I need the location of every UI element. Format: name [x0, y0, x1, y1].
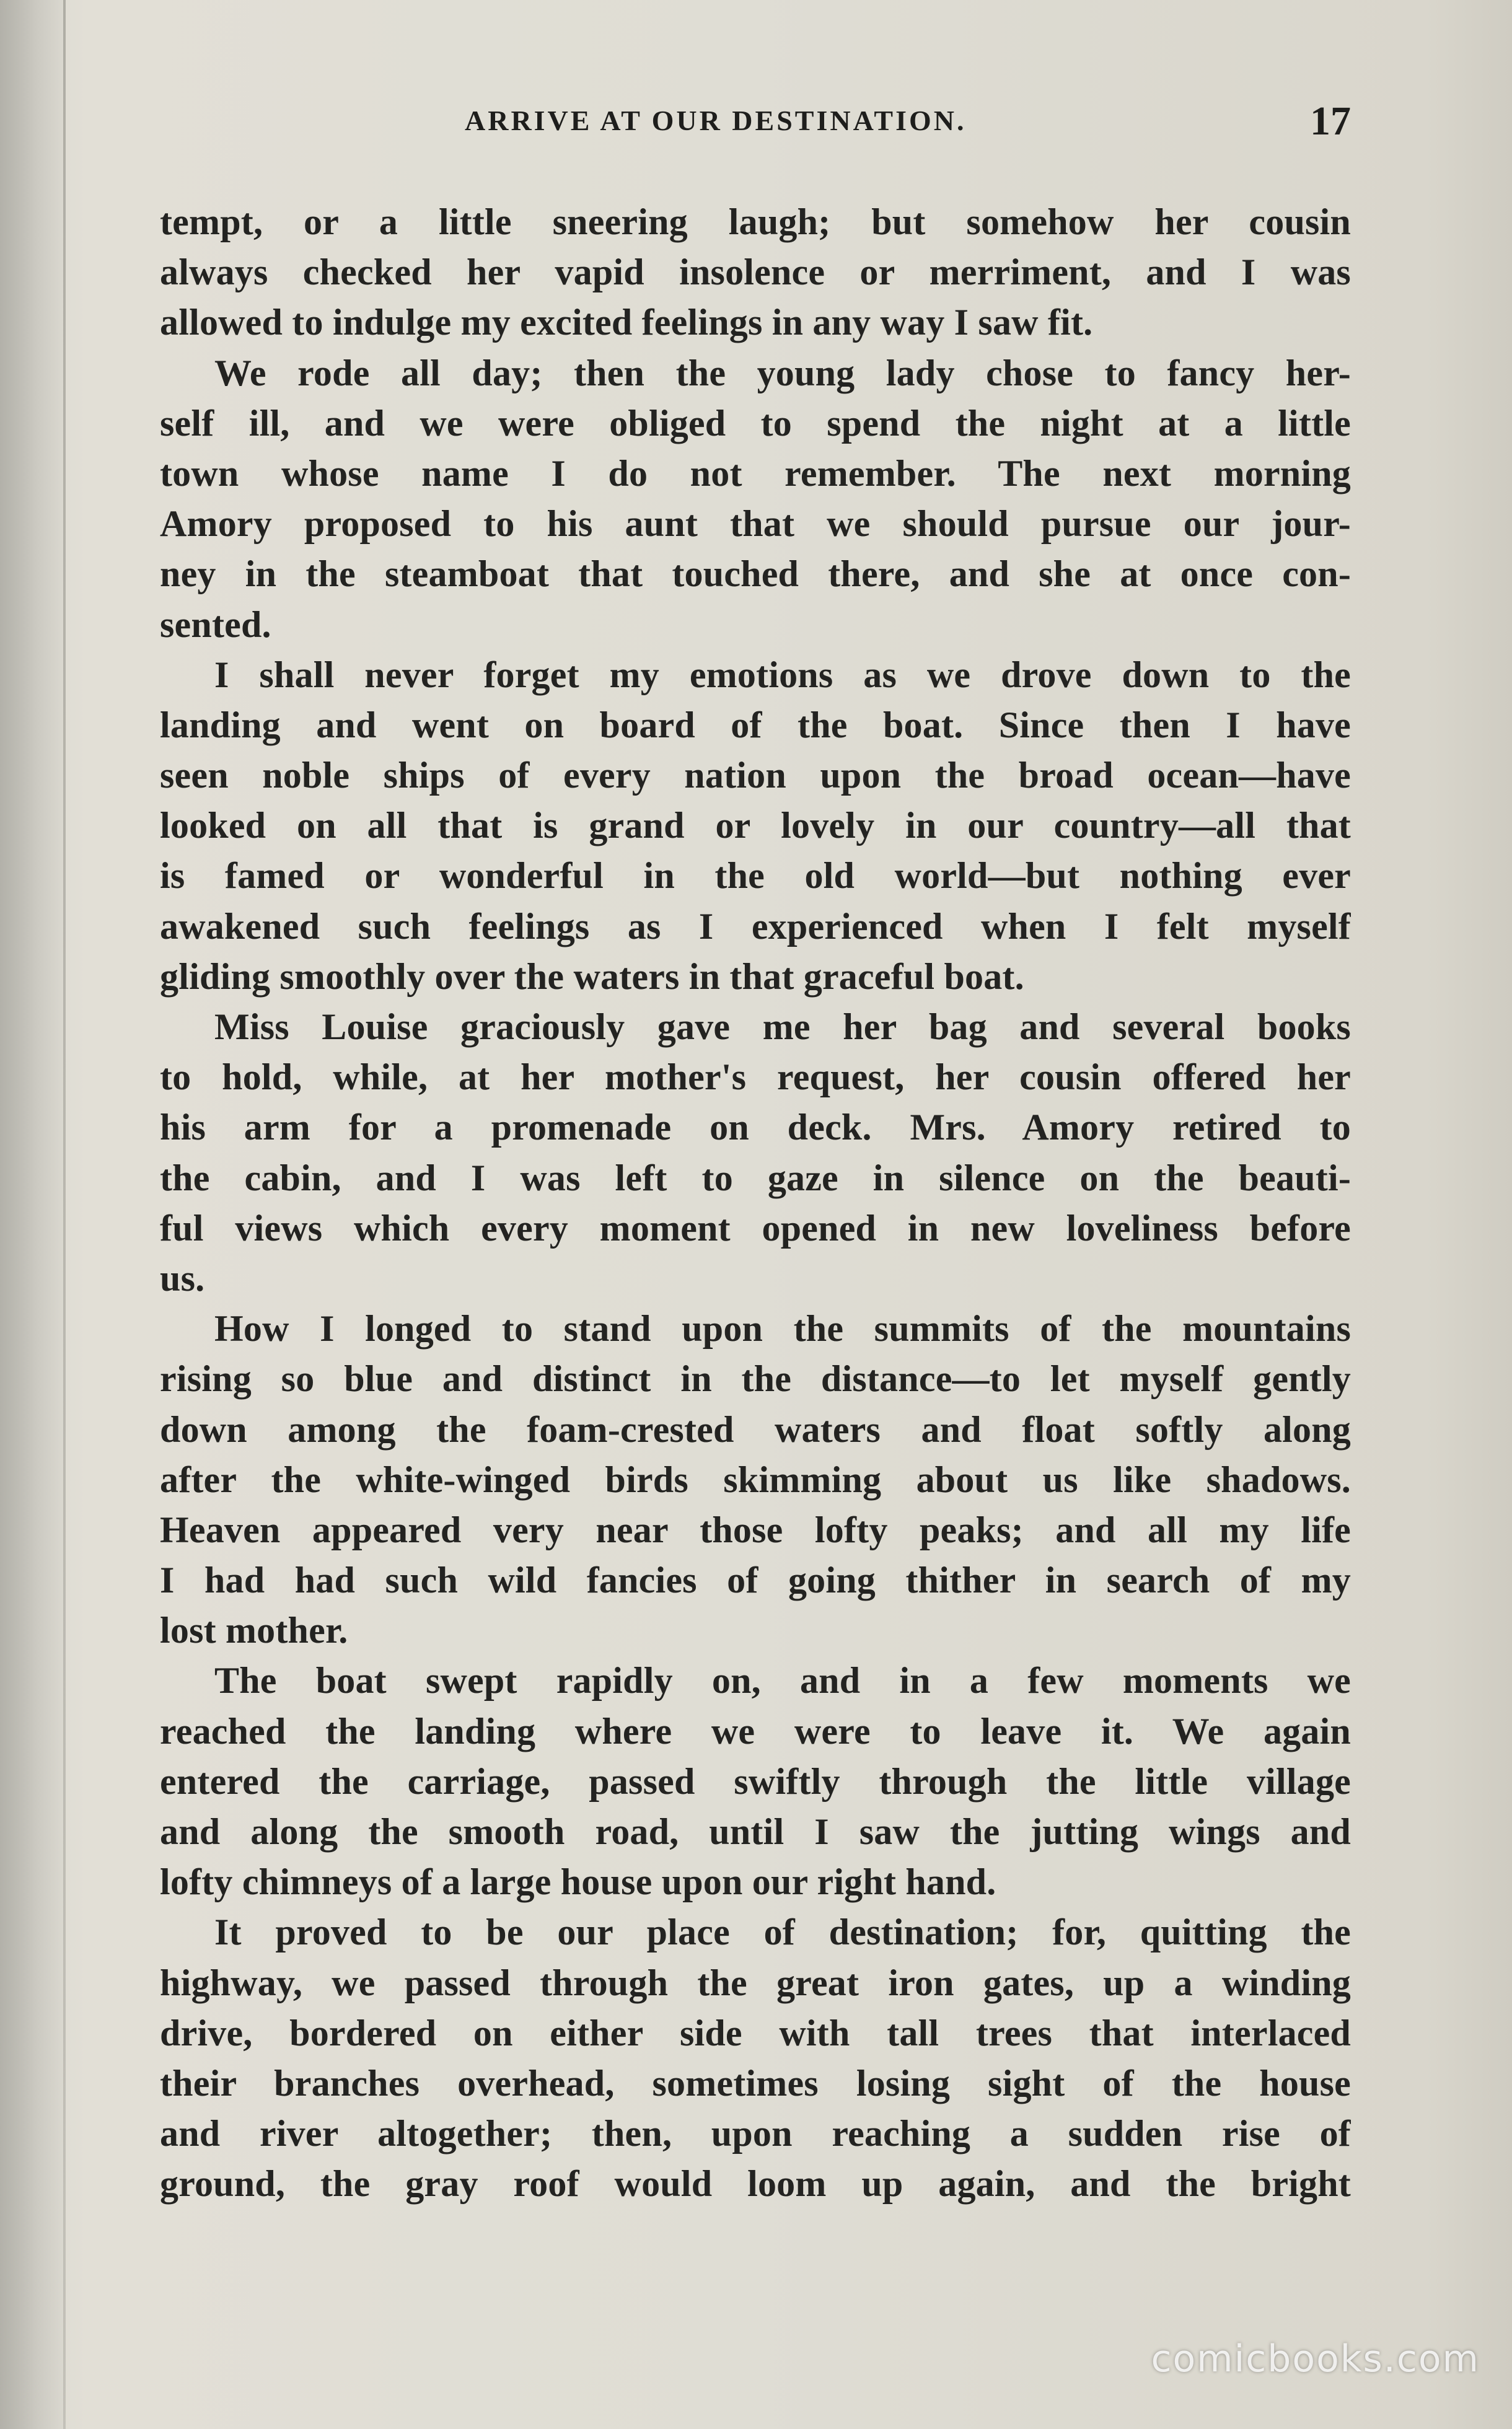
page-header	[155, 99, 1351, 154]
page-gutter-shadow	[0, 0, 64, 2429]
text-line: and along the smooth road, until I saw the jutting wings and	[160, 1811, 1351, 1852]
text-line: Heaven appeared very near those lofty peaks; and all my life	[160, 1509, 1351, 1550]
text-line: ney in the steamboat that touched there, and she at once con-	[160, 553, 1351, 595]
text-line: entered the carriage, passed swiftly through the little village	[160, 1760, 1351, 1802]
text-line: self ill, and we were obliged to spend the night at a little	[160, 402, 1351, 444]
text-line: gliding smoothly over the waters in that graceful boat.	[160, 955, 1024, 997]
text-line: How I longed to stand upon the summits of the mountains	[214, 1308, 1351, 1350]
text-line: after the white-winged birds skimming about us like shadows.	[160, 1459, 1351, 1500]
text-line: reached the landing where we were to leave it. We again	[160, 1710, 1351, 1752]
text-line: down among the foam-crested waters and float softly along	[160, 1408, 1351, 1450]
text-line: seen noble ships of every nation upon the broad ocean—have	[160, 755, 1351, 796]
text-line: allowed to indulge my excited feelings in any way I saw fit.	[160, 302, 1093, 343]
page-gutter-edge	[63, 0, 66, 2429]
text-line: highway, we passed through the great iron gates, up a winding	[160, 1962, 1351, 2003]
text-line: We rode all day; then the young lady chose to fancy her-	[214, 352, 1351, 393]
text-line: sented.	[160, 604, 271, 645]
text-line: The boat swept rapidly on, and in a few moments we	[214, 1660, 1351, 1702]
page-number: 17	[1310, 99, 1351, 144]
text-line: the cabin, and I was left to gaze in silence on the beauti-	[160, 1157, 1351, 1198]
text-line: I had had such wild fancies of going thither in search of my	[160, 1560, 1351, 1601]
text-line: awakened such feelings as I experienced when I felt myself	[160, 905, 1351, 947]
text-line: drive, bordered on either side with tall trees that interlaced	[160, 2012, 1351, 2053]
text-line: their branches overhead, sometimes losing sight of the house	[160, 2062, 1351, 2104]
text-line: ful views which every moment opened in new loveliness before	[160, 1207, 1351, 1249]
text-line: tempt, or a little sneering laugh; but somehow her cousin	[160, 201, 1351, 242]
text-line: lofty chimneys of a large house upon our right hand.	[160, 1861, 996, 1903]
text-line: his arm for a promenade on deck. Mrs. Amory retired to	[160, 1107, 1351, 1148]
text-line: landing and went on board of the boat. Since then I have	[160, 704, 1351, 745]
body-text	[160, 197, 1351, 2210]
text-line: lost mother.	[160, 1610, 348, 1651]
text-line: us.	[160, 1257, 205, 1299]
text-line: is famed or wonderful in the old world—but nothing ever	[160, 855, 1351, 897]
text-line: Amory proposed to his aunt that we should pursue our jour-	[160, 503, 1351, 545]
text-line: Miss Louise graciously gave me her bag and several books	[214, 1006, 1351, 1047]
text-line: ground, the gray roof would loom up again, and the bright	[160, 2163, 1351, 2205]
text-line: I shall never forget my emotions as we drove down to the	[214, 654, 1351, 695]
watermark: comicbooks.com	[1151, 2337, 1480, 2381]
text-line: always checked her vapid insolence or merriment, and I was	[160, 252, 1351, 293]
text-line: It proved to be our place of destination; for, quitting the	[214, 1912, 1351, 1953]
text-line: to hold, while, at her mother's request, her cousin offered her	[160, 1056, 1351, 1098]
running-head: ARRIVE AT OUR DESTINATION.	[465, 105, 967, 136]
text-line: town whose name I do not remember. The next morning	[160, 452, 1351, 494]
text-line: looked on all that is grand or lovely in our country—all that	[160, 805, 1351, 846]
text-line: rising so blue and distinct in the distance—to let myself gently	[160, 1358, 1351, 1400]
text-line: and river altogether; then, upon reaching a sudden rise of	[160, 2113, 1351, 2154]
